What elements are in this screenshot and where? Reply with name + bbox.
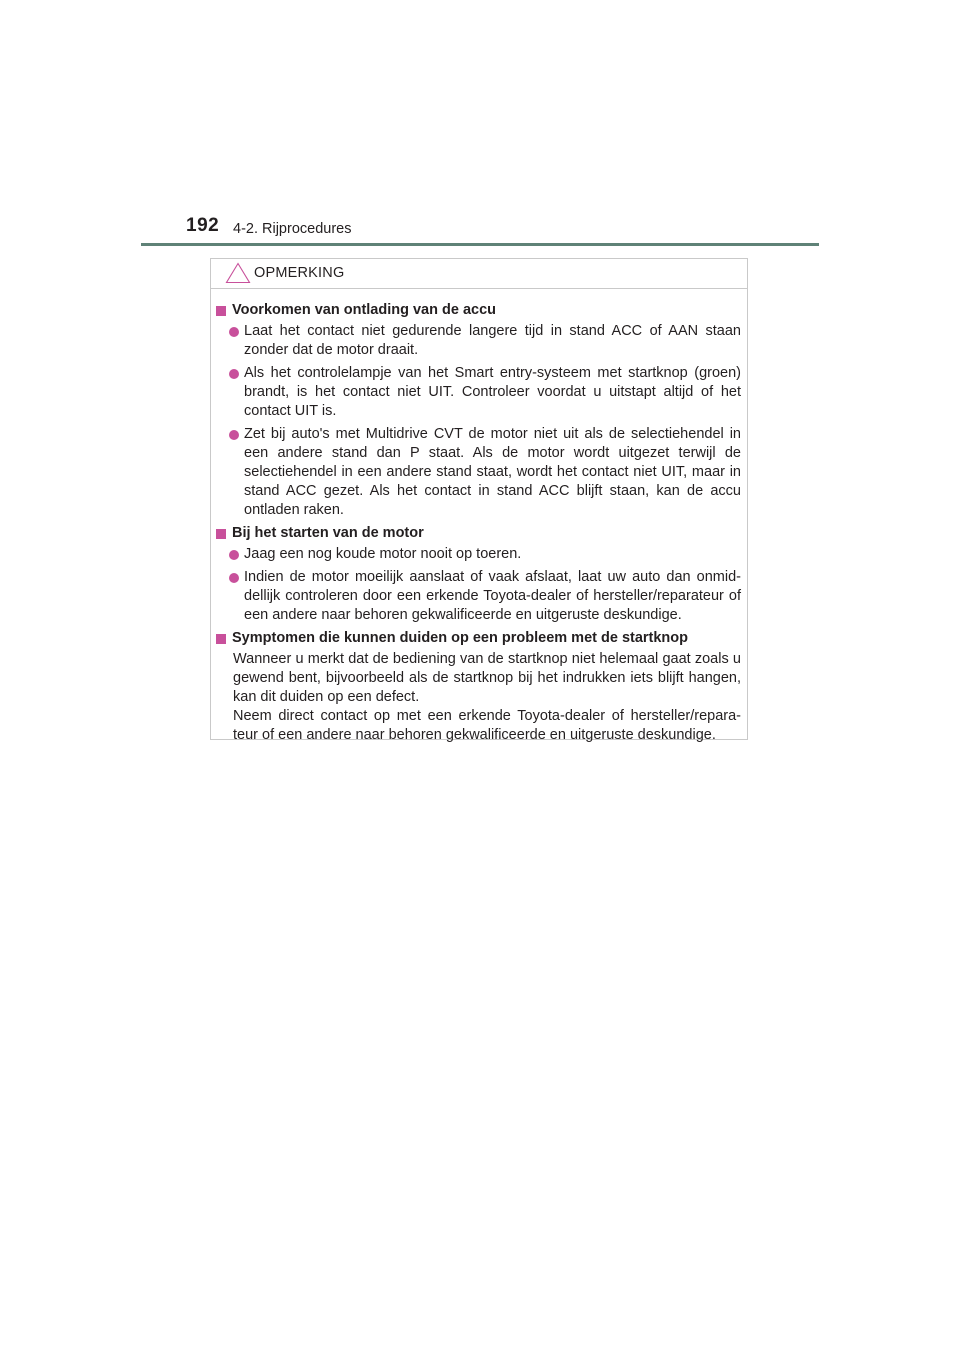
list-item-text: Indien de motor moeilijk aanslaat of vaak afslaat, laat uw auto dan onmid-dellijk controleren door een erkende Toyota-dealer of hersteller/reparateur of een andere naar behoren gekwalificeerde en uitgeruste deskundige. bbox=[244, 569, 741, 623]
round-bullet-icon bbox=[229, 369, 239, 379]
round-bullet-icon bbox=[229, 550, 239, 560]
warning-triangle-icon bbox=[225, 262, 251, 284]
section-heading-text: Bij het starten van de motor bbox=[232, 525, 424, 541]
section-heading-text: Voorkomen van ontlading van de accu bbox=[232, 302, 497, 318]
section-title: 4-2. Rijprocedures bbox=[233, 221, 352, 237]
page-number: 192 bbox=[186, 215, 220, 236]
list-item bbox=[229, 322, 741, 360]
round-bullet-icon bbox=[229, 327, 239, 337]
list-item bbox=[229, 545, 741, 564]
notice-title: OPMERKING bbox=[254, 265, 345, 281]
list-item-text: Jaag een nog koude motor nooit op toeren. bbox=[244, 546, 522, 562]
header-rule bbox=[141, 243, 819, 246]
section-heading bbox=[216, 524, 741, 543]
list-item-text: Laat het contact niet gedurende langere tijd in stand ACC of AAN staan zonder dat de motor draait. bbox=[244, 323, 741, 358]
list-item bbox=[229, 425, 741, 520]
section-heading-text: Symptomen die kunnen duiden op een probleem met de startknop bbox=[232, 630, 689, 646]
round-bullet-icon bbox=[229, 573, 239, 583]
notice-box bbox=[210, 258, 748, 743]
square-bullet-icon bbox=[216, 306, 226, 316]
list-item-text: Als het controlelampje van het Smart entry-systeem met startknop (groen) brandt, is het contact niet UIT. Controleer voordat u uitstapt altijd of het contact UIT is. bbox=[244, 365, 741, 419]
list-item bbox=[229, 364, 741, 421]
round-bullet-icon bbox=[229, 430, 239, 440]
list-item bbox=[229, 568, 741, 625]
paragraph: Wanneer u merkt dat de bediening van de startknop niet helemaal gaat zoals u gewend bent, bijvoorbeeld als de startknop bij het indrukken iets blijft hangen, kan dit duiden op een defect. bbox=[233, 651, 741, 705]
section-heading bbox=[216, 301, 741, 320]
square-bullet-icon bbox=[216, 634, 226, 644]
paragraph: Neem direct contact op met een erkende Toyota-dealer of hersteller/repara-teur of een andere naar behoren gekwalificeerde en uitgeruste deskundige. bbox=[233, 708, 741, 743]
notice-header bbox=[211, 259, 747, 289]
notice-body bbox=[211, 289, 747, 745]
square-bullet-icon bbox=[216, 529, 226, 539]
list-item-text: Zet bij auto's met Multidrive CVT de motor niet uit als de selectiehendel in een andere stand dan P staat. Als de motor wordt uitgezet terwijl de selectiehendel in een andere stand staat, wordt het contact niet UIT, maar in stand ACC gezet. Als het contact in stand ACC blijft staan, kan de accu ontladen raken. bbox=[244, 426, 741, 518]
section-heading bbox=[216, 629, 741, 648]
